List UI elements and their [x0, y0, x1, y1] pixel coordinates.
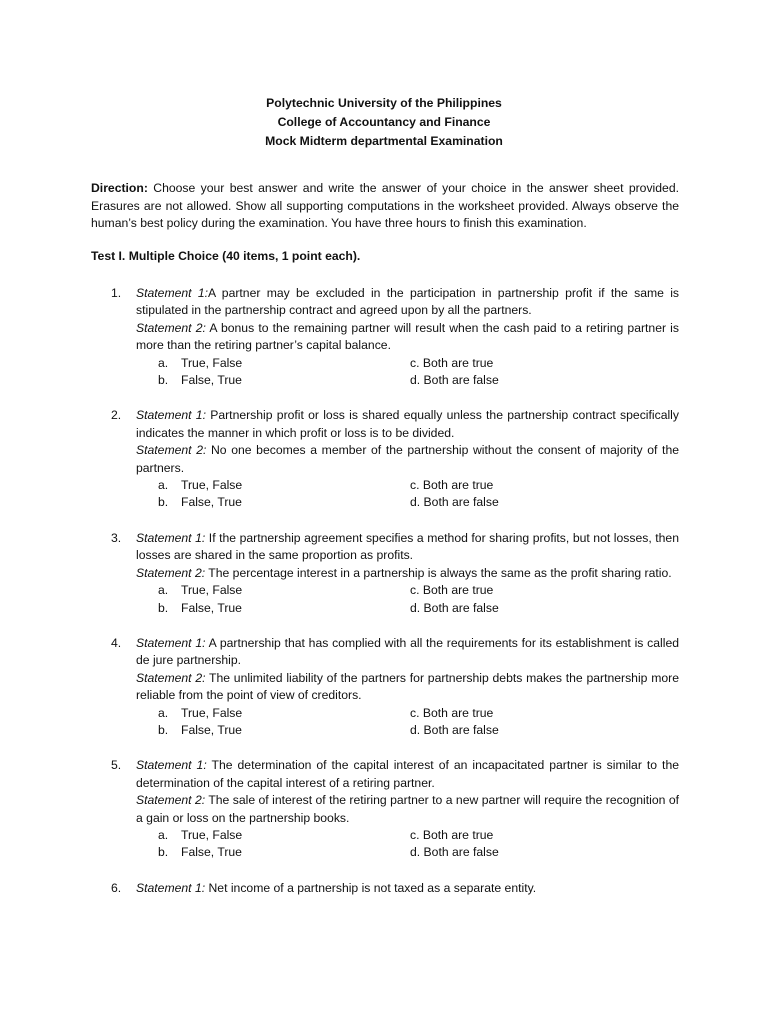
- question-number: 5.: [111, 758, 122, 773]
- statement-2-label: Statement 2:: [136, 793, 206, 808]
- choice-d: d. Both are false: [410, 722, 499, 737]
- answer-choices: [158, 477, 679, 512]
- choice-b: b. False, True: [158, 373, 242, 388]
- statement-2-label: Statement 2:: [136, 443, 207, 458]
- statement-2: [136, 670, 679, 705]
- choice-d: d. Both are false: [410, 495, 499, 510]
- choice-d: d. Both are false: [410, 600, 499, 615]
- direction-label: Direction:: [91, 181, 148, 195]
- choice-d: d. Both are false: [410, 373, 499, 388]
- statement-2-label: Statement 2:: [136, 670, 206, 685]
- statement-2-text: The percentage interest in a partnership is always the same as the profit sharing ratio.: [205, 565, 672, 580]
- choice-a: a. True, False: [158, 355, 243, 370]
- statement-2-text: The unlimited liability of the partners for partnership debts makes the partnership more reliable from the point of view of creditors.: [136, 670, 679, 703]
- statement-1: [136, 530, 679, 565]
- question-number: 2.: [111, 408, 122, 423]
- choice-a: a. True, False: [158, 705, 243, 720]
- statement-1: [136, 407, 679, 442]
- statement-1: [136, 880, 679, 897]
- choice-a: a. True, False: [158, 478, 243, 493]
- direction-paragraph: [91, 180, 679, 233]
- statement-1-text: Partnership profit or loss is shared equally unless the partnership contract specifically indicates the manner in which profit or loss is to be divided.: [136, 408, 679, 440]
- question-number: 4.: [111, 635, 122, 650]
- college-name: College of Accountancy and Finance: [277, 115, 491, 129]
- statement-1-text: The determination of the capital interest of an incapacitated partner is similar to the determination of the capital interest of a retiring partner.: [136, 758, 680, 790]
- statement-1-label: Statement 1:: [136, 880, 206, 895]
- question-item: [91, 880, 679, 897]
- statement-1-text: Net income of a partnership is not taxed as a separate entity.: [205, 880, 537, 895]
- statement-2-text: No one becomes a member of the partnership without the consent of majority of the partners.: [136, 443, 679, 475]
- answer-choices: [158, 827, 679, 862]
- question-item: [91, 407, 679, 511]
- statement-2: [136, 442, 679, 477]
- statement-2-label: Statement 2:: [136, 320, 206, 335]
- question-number: 3.: [111, 530, 122, 545]
- choice-c: c. Both are true: [410, 583, 494, 598]
- statement-1-text: If the partnership agreement specifies a method for sharing profits, but not losses, then losses are shared in the same proportion as profits.: [136, 530, 679, 563]
- question-list: [91, 285, 679, 915]
- test-title: Test I. Multiple Choice (40 items, 1 point each).: [91, 249, 361, 263]
- answer-choices: [158, 705, 679, 740]
- direction-text: Choose your best answer and write the answer of your choice in the answer sheet provided. Erasures are not allowed. Show all supporting computations in the worksheet provided. Always observe the human’s best policy during the examination. You have three hours to finish this examination.: [91, 181, 679, 230]
- choice-a: a. True, False: [158, 583, 243, 598]
- choice-c: c. Both are true: [410, 478, 494, 493]
- choice-a: a. True, False: [158, 827, 243, 842]
- statement-1-text: A partnership that has complied with all the requirements for its establishment is called de jure partnership.: [136, 635, 679, 668]
- statement-1: [136, 285, 679, 320]
- statement-2-text: A bonus to the remaining partner will result when the cash paid to a retiring partner is more than the retiring partner’s capital balance.: [136, 320, 679, 353]
- choice-b: b. False, True: [158, 722, 242, 737]
- choice-c: c. Both are true: [410, 827, 494, 842]
- statement-1-label: Statement 1:: [136, 635, 206, 650]
- exam-header: [0, 94, 768, 151]
- answer-choices: [158, 582, 679, 617]
- exam-title: Mock Midterm departmental Examination: [265, 134, 503, 148]
- statement-1-label: Statement 1:: [136, 408, 206, 423]
- question-item: [91, 530, 679, 617]
- statement-1-label: Statement 1:: [136, 530, 206, 545]
- choice-b: b. False, True: [158, 600, 242, 615]
- choice-d: d. Both are false: [410, 845, 499, 860]
- statement-1: [136, 757, 679, 792]
- statement-2-text: The sale of interest of the retiring partner to a new partner will require the recognition of a gain or loss on the partnership books.: [136, 793, 679, 825]
- choice-b: b. False, True: [158, 845, 242, 860]
- question-item: [91, 285, 679, 389]
- choice-c: c. Both are true: [410, 355, 494, 370]
- question-number: 1.: [111, 286, 122, 300]
- statement-1-text: A partner may be excluded in the participation in partnership profit if the same is stipulated in the partnership contract and agreed upon by all the partners.: [136, 286, 680, 318]
- statement-2: [136, 792, 679, 827]
- question-item: [91, 635, 679, 739]
- statement-1-label: Statement 1:: [136, 758, 207, 773]
- statement-2: [136, 565, 679, 582]
- choice-b: b. False, True: [158, 495, 242, 510]
- university-name: Polytechnic University of the Philippines: [266, 96, 502, 110]
- answer-choices: [158, 355, 679, 390]
- question-number: 6.: [111, 880, 122, 895]
- statement-1-label: Statement 1:: [136, 286, 209, 300]
- statement-2: [136, 320, 679, 355]
- statement-1: [136, 635, 679, 670]
- statement-2-label: Statement 2:: [136, 565, 206, 580]
- question-item: [91, 757, 679, 861]
- choice-c: c. Both are true: [410, 705, 494, 720]
